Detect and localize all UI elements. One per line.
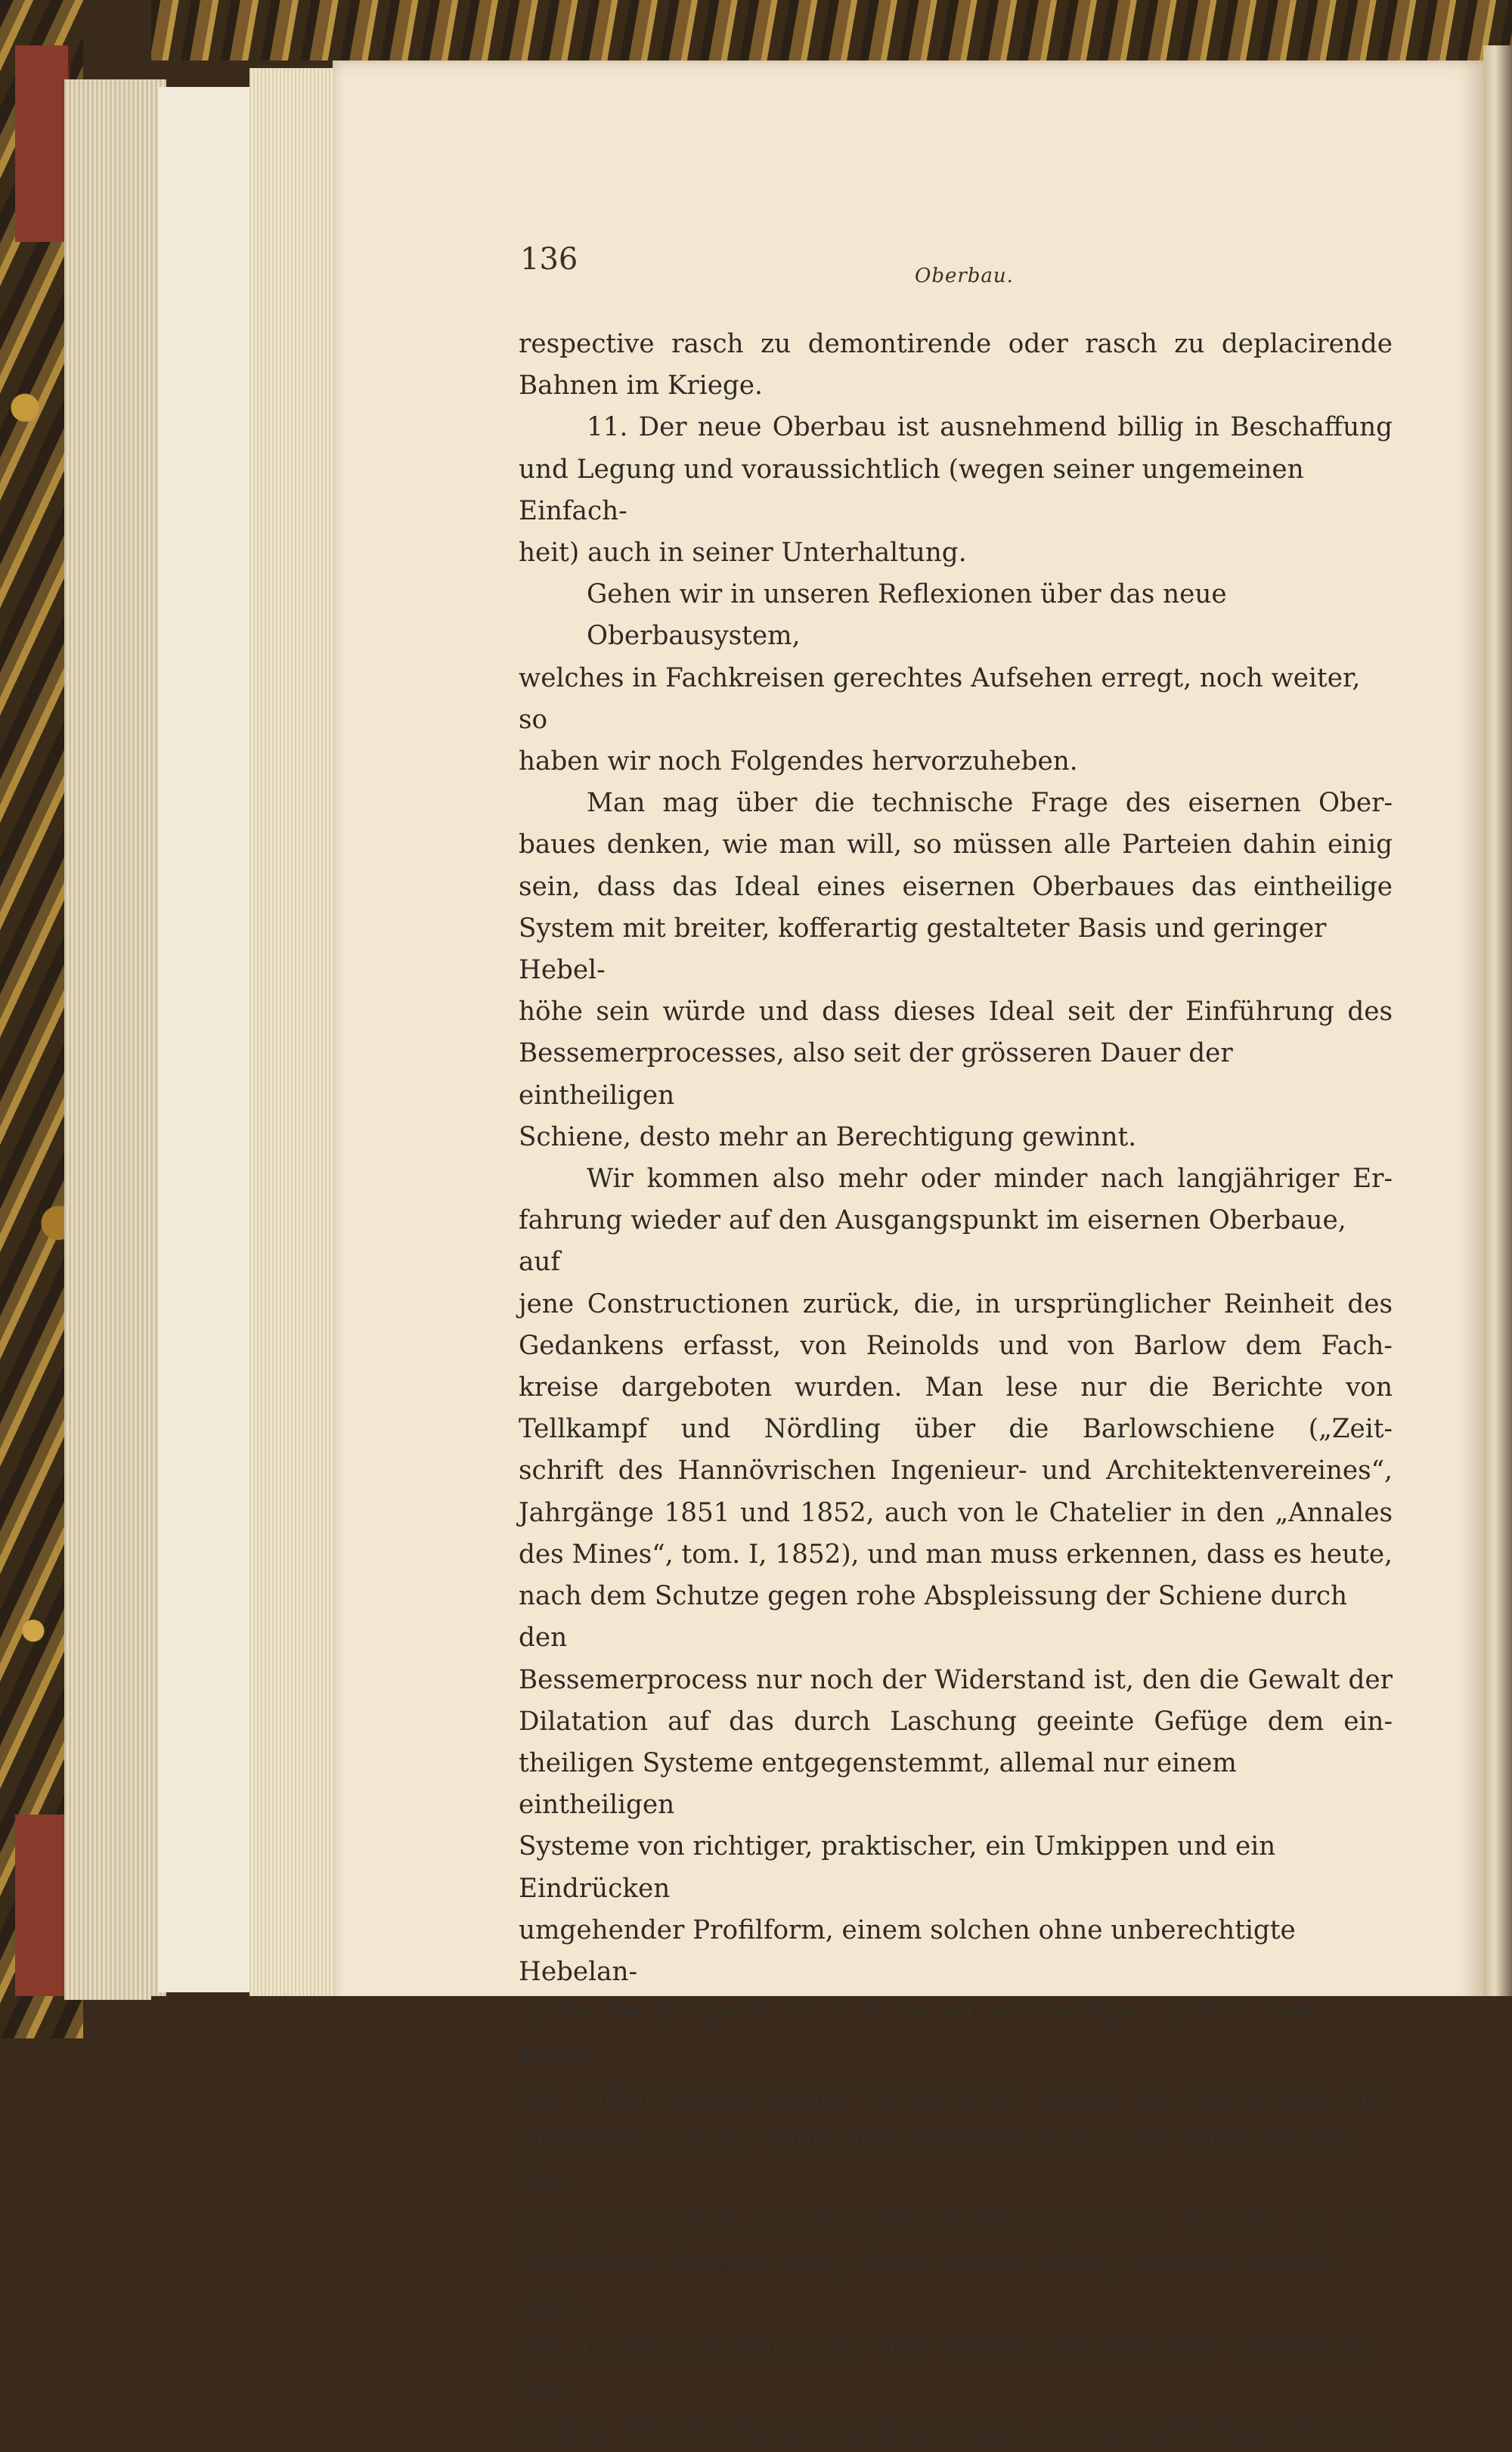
cover-corner-bottom (15, 1815, 70, 1996)
text-line: Jahrgänge 1851 und 1852, auch von le Chatelier in den „Annales (519, 1497, 1393, 1528)
text-line: welches in Fachkreisen gerechtes Aufsehen erregt, noch weiter, so (519, 662, 1361, 735)
text-line: griffe. Derjenige Mann, welcher ein eintheiliges, praktisches Profil (519, 1998, 1316, 2071)
text-line: haben wir noch Folgendes hervorzuheben. (519, 746, 1078, 777)
text-line: Bahnen im Kriege. (519, 370, 763, 401)
text-line: Dilatation schafft, wobei man unwillkürlich an die verbesserten Bar- (519, 2123, 1352, 2196)
text-line: des Mines“, tom. I, 1852), und man muss erkennen, dass es heute, (519, 1539, 1393, 1570)
marbled-edge-top (151, 0, 1512, 60)
page-number: 136 (520, 242, 578, 277)
text-line: respective rasch zu demontirende oder rasch zu deplacirende (519, 329, 1393, 359)
text-line: sein, dass das Ideal eines eisernen Oberbaues das eintheilige (519, 871, 1393, 902)
text-line: schrift des Hannövrischen Ingenieur- und Architektenvereines“, (519, 1455, 1393, 1486)
page-stack-right (1483, 45, 1512, 2011)
text-line: mit völlig ausreichender Schutzwehr gegen die Nachtheile der (519, 2082, 1393, 2113)
text-line: Man mag über die technische Frage des eisernen Ober- (587, 788, 1393, 819)
text-line: Systeme von richtiger, praktischer, ein Umkippen und ein Eindrücken (519, 1831, 1276, 1904)
text-line: nach dem Schutze gegen rohe Abspleissung der Schiene durch den (519, 1581, 1348, 1654)
cover-corner-top (15, 45, 70, 242)
text-line: System mit breiter, kofferartig gestalteter Basis und geringer Hebel- (519, 913, 1327, 986)
text-line: das „Ei des Columbus“ auf dem Gebiete des eisernen Oberbaues hin- (519, 2332, 1368, 2404)
text-line: und Legung und voraussichtlich (wegen seiner ungemeinen Einfach- (519, 454, 1304, 526)
page-stack-gutter (249, 68, 340, 2004)
body-text (519, 324, 1393, 2452)
text-line: Gehen wir in unseren Reflexionen über das neue Oberbausystem, (587, 579, 1227, 652)
text-line: 11. Der neue Oberbau ist ausnehmend billig in Beschaffung (587, 412, 1393, 443)
text-line: Dilatation auf das durch Laschung geeinte Gefüge dem ein- (519, 1706, 1393, 1737)
text-line: fahrung wieder auf den Ausgangspunkt im eisernen Oberbaue, auf (519, 1205, 1346, 1278)
text-line: heit) auch in seiner Unterhaltung. (519, 538, 967, 569)
text-line: Gedankens erfasst, von Reinolds und von Barlow dem Fach- (519, 1330, 1393, 1361)
text-line: Tellkampf und Nördling über die Barlowschiene („Zeit- (519, 1414, 1393, 1445)
text-line: Schiene, desto mehr an Berechtigung gewinnt. (519, 1121, 1137, 1152)
facing-page-edge (159, 87, 257, 1992)
text-line: umgehender Profilform, einem solchen ohne unberechtigte Hebelan- (519, 1914, 1296, 1987)
text-line: stellen. Wie die Sache nun heute liegt, wo ein eintheiliges System (519, 2416, 1393, 2447)
text-line: baues denken, wie man will, so müssen alle Parteien dahin einig (519, 829, 1393, 860)
text-line: jene Constructionen zurück, die, in ursprünglicher Reinheit des (519, 1288, 1393, 1319)
page-stack-left (64, 79, 166, 2000)
text-line: höhe sein würde und dass dieses Ideal seit der Einführung des (519, 997, 1393, 1028)
running-title: Oberbau. (915, 265, 1014, 287)
text-line: low'schen Sättel, an Reinolds' Muffen (vgl. pag. 6) oder an Auf- (519, 2207, 1393, 2238)
text-line: kreise dargeboten wurden. Man lese nur die Berichte von (519, 1372, 1393, 1403)
text-line: Wir kommen also mehr oder minder nach langjähriger Er- (587, 1164, 1393, 1195)
text-line: Bessemerprocess nur noch der Widerstand ist, den die Gewalt der (519, 1664, 1393, 1695)
text-line: theiligen Systeme entgegenstemmt, allemal nur einem eintheiligen (519, 1747, 1237, 1821)
text-line: Bessemerprocesses, also seit der grösseren Dauer der eintheiligen (519, 1038, 1233, 1111)
text-line: fädeldorne denken muss, dieser Mann würde, unserer Ansicht nach, (519, 2249, 1337, 2321)
